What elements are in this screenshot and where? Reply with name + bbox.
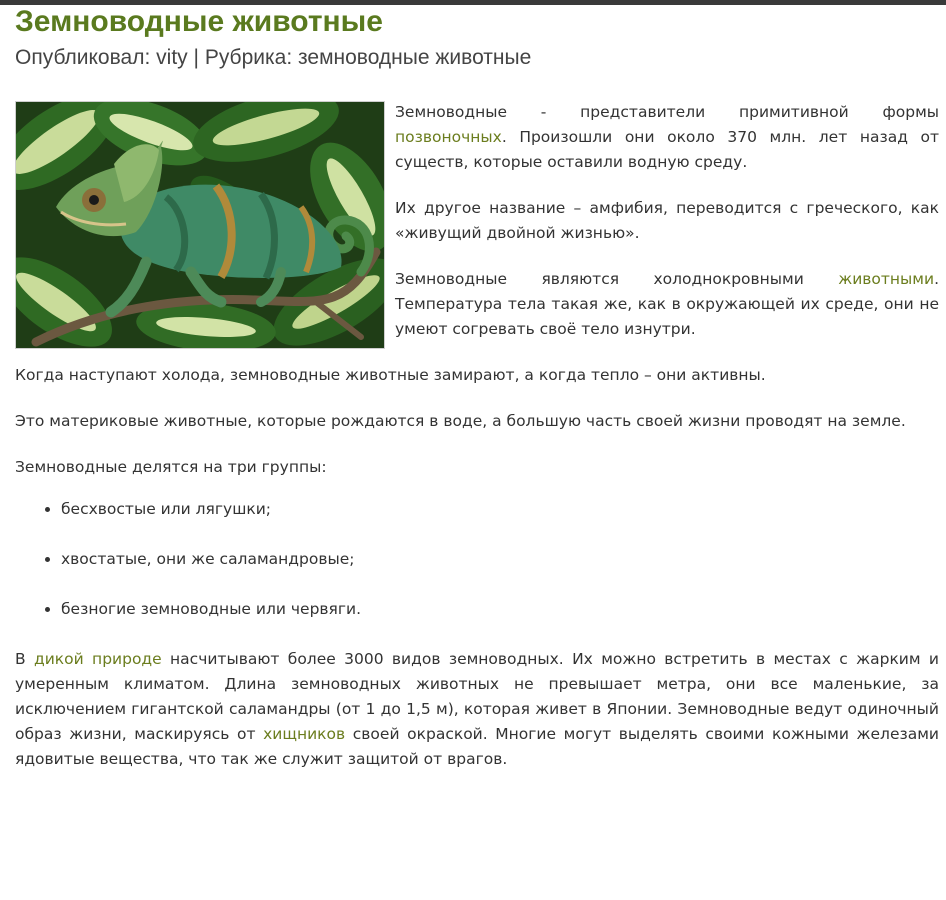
list-item: • хвостатые, они же саламандровые; [61, 547, 939, 572]
paragraph-4: Когда наступают холода, земноводные животные замирают, а когда тепло – они активны. [15, 366, 766, 384]
page-title: Земноводные животные [15, 5, 383, 38]
article [15, 4, 939, 772]
paragraph-6: Земноводные делятся на три группы: [15, 458, 327, 476]
groups-list [15, 497, 939, 622]
paragraph-1-text-a: Земноводные - представители примитивной формы [395, 103, 939, 121]
chameleon-photo [15, 101, 385, 349]
paragraph-7-text-b: насчитывают более 3000 видов земноводных. Их можно встретить в местах с жарким и умеренным климатом. Длина земноводных животных не превышает метра, они все маленькие, за исключением гигантской саламандры (от 1 до 1,5 м), которая живет в Японии. Земноводные ведут одиночный образ жизни, маскируясь от [15, 650, 939, 743]
link-wild-nature[interactable]: дикой природе [34, 650, 162, 668]
paragraph-1-text-b: . Произошли они около 370 млн. лет назад от существ, которые оставили водную среду. [395, 128, 939, 171]
article-meta [15, 44, 939, 72]
list-item: • безногие земноводные или червяги. [61, 597, 939, 622]
paragraph-7-text-a: В [15, 650, 34, 668]
paragraph-2: Их другое название – амфибия, переводится с греческого, как «живущий двойной жизнью». [395, 199, 939, 242]
paragraph-5: Это материковые животные, которые рождаются в воде, а большую часть своей жизни проводят на земле. [15, 412, 906, 430]
paragraph-3-text-a: Земноводные являются холоднокровными [395, 270, 839, 288]
list-item: • бесхвостые или лягушки; [61, 497, 939, 522]
author-link[interactable]: vity [156, 46, 188, 69]
paragraph-3-text-b: . Температура тела такая же, как в окружающей их среде, они не умеют согревать своё тело изнутри. [395, 270, 939, 338]
published-label: Опубликовал: [15, 46, 151, 69]
paragraph-7 [15, 647, 939, 772]
category-label: Рубрика: [204, 46, 293, 69]
link-animals[interactable]: животными [838, 270, 935, 288]
link-predators[interactable]: хищников [263, 725, 346, 743]
category-link[interactable]: земноводные животные [298, 46, 532, 69]
link-vertebrates[interactable]: позвоночных [395, 128, 502, 146]
meta-separator: | [193, 46, 199, 69]
paragraph-7-text-c: своей окраской. Многие могут выделять своими кожными железами ядовитые вещества, что так же служит защитой от врагов. [15, 725, 939, 768]
article-body [15, 100, 939, 772]
